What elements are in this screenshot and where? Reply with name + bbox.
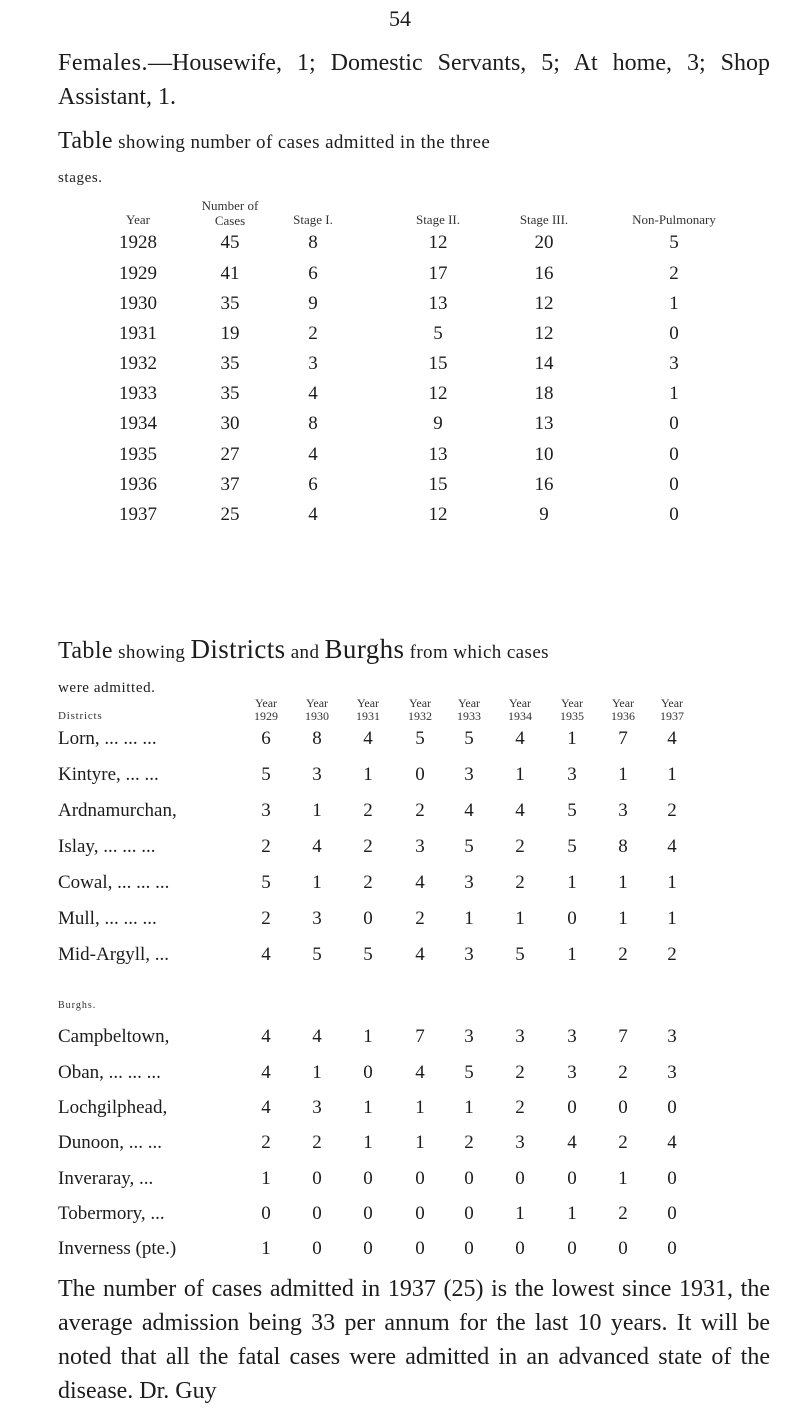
t2-year-header-label: Year <box>254 696 278 710</box>
t2-burgh-value-cell: 1 <box>261 1168 271 1189</box>
t2-burgh-value-cell: 3 <box>567 1026 577 1047</box>
t1-value-cell: 0 <box>669 504 679 525</box>
t2-burgh-value-cell: 0 <box>363 1062 373 1083</box>
t2-burgh-value-cell: 4 <box>261 1097 271 1118</box>
t2-burgh-value-cell: 2 <box>618 1203 628 1224</box>
t1-value-cell: 6 <box>308 474 318 495</box>
t1-header-stage2: Stage II. <box>415 212 461 227</box>
t2-district-value-cell: 3 <box>464 764 474 785</box>
table2-caption-mid: showing <box>112 642 191 663</box>
t2-district-value-cell: 3 <box>261 800 271 821</box>
t2-district-value-cell: 5 <box>567 800 577 821</box>
t2-year-header-year: 1936 <box>611 709 635 723</box>
t2-district-value-cell: 4 <box>261 944 271 965</box>
t2-burgh-value-cell: 3 <box>515 1026 525 1047</box>
t2-year-header-year: 1931 <box>356 709 380 723</box>
t2-year-header <box>498 697 542 723</box>
t2-district-value-cell: 1 <box>618 764 628 785</box>
t1-value-cell: 4 <box>308 444 318 465</box>
t2-district-value-cell: 3 <box>312 764 322 785</box>
t2-district-value-cell: 5 <box>261 872 271 893</box>
t2-district-value-cell: 1 <box>567 944 577 965</box>
t2-burgh-name: Dunoon, ... ... <box>58 1132 162 1153</box>
t1-header-nonpulmonary: Non-Pulmonary <box>632 212 716 227</box>
table2-caption-rest: from which cases <box>404 642 549 663</box>
table2-caption-word: Table <box>58 638 113 664</box>
t1-value-cell: 9 <box>433 413 443 434</box>
t2-year-header-year: 1930 <box>305 709 329 723</box>
t2-year-header <box>601 697 645 723</box>
burghs-subheading: Burghs. <box>58 1000 97 1011</box>
t1-value-cell: 9 <box>539 504 549 525</box>
t2-burgh-value-cell: 0 <box>464 1168 474 1189</box>
t2-burgh-value-cell: 1 <box>415 1132 425 1153</box>
t2-year-header <box>244 697 288 723</box>
t1-value-cell: 2 <box>308 323 318 344</box>
t1-value-cell: 1 <box>669 383 679 404</box>
t2-burgh-value-cell: 1 <box>618 1168 628 1189</box>
t2-district-value-cell: 8 <box>618 836 628 857</box>
t2-district-value-cell: 1 <box>618 872 628 893</box>
t2-district-value-cell: 1 <box>667 908 677 929</box>
t2-district-value-cell: 4 <box>515 800 525 821</box>
t2-burgh-value-cell: 0 <box>667 1238 677 1259</box>
t1-value-cell: 30 <box>220 413 240 434</box>
t2-burgh-value-cell: 2 <box>464 1132 474 1153</box>
t2-burgh-value-cell: 0 <box>261 1203 271 1224</box>
t1-value-cell: 25 <box>220 504 240 525</box>
t2-district-value-cell: 4 <box>363 728 373 749</box>
t2-burgh-value-cell: 0 <box>363 1238 373 1259</box>
t1-value-cell: 9 <box>308 293 318 314</box>
t1-year-cell: 1933 <box>119 383 157 404</box>
t2-district-value-cell: 2 <box>415 800 425 821</box>
t2-district-value-cell: 2 <box>667 944 677 965</box>
t1-value-cell: 3 <box>669 353 679 374</box>
t2-district-value-cell: 0 <box>415 764 425 785</box>
t1-value-cell: 12 <box>534 323 554 344</box>
t1-value-cell: 4 <box>308 504 318 525</box>
t2-burgh-name: Oban, ... ... ... <box>58 1062 161 1083</box>
t1-value-cell: 13 <box>428 293 448 314</box>
t2-district-name: Islay, ... ... ... <box>58 836 156 857</box>
t2-burgh-value-cell: 0 <box>415 1168 425 1189</box>
females-lead: Females. <box>58 50 148 76</box>
t2-burgh-value-cell: 0 <box>363 1203 373 1224</box>
t2-district-value-cell: 1 <box>667 872 677 893</box>
t2-burgh-value-cell: 0 <box>667 1168 677 1189</box>
t1-value-cell: 20 <box>534 232 554 253</box>
t2-district-value-cell: 2 <box>363 872 373 893</box>
t2-year-header-label: Year <box>508 696 532 710</box>
closing-paragraph: The number of cases admitted in 1937 (25) is the lowest since 1931, the average admission being 33 per annum for the last 10 years. It will be noted that all the fatal cases were admitted in an advanced state of the disease. Dr. Guy <box>58 1276 770 1404</box>
t2-burgh-value-cell: 3 <box>312 1097 322 1118</box>
t2-district-value-cell: 5 <box>464 836 474 857</box>
t2-burgh-value-cell: 0 <box>515 1238 525 1259</box>
t2-burgh-value-cell: 2 <box>515 1097 525 1118</box>
t2-district-value-cell: 1 <box>567 728 577 749</box>
t1-value-cell: 0 <box>669 323 679 344</box>
t1-value-cell: 12 <box>428 232 448 253</box>
table1-caption-word: Table <box>58 128 113 154</box>
t2-district-name: Ardnamurchan, <box>58 800 177 821</box>
t1-value-cell: 4 <box>308 383 318 404</box>
t1-value-cell: 13 <box>534 413 554 434</box>
t1-value-cell: 13 <box>428 444 448 465</box>
t2-burgh-name: Campbeltown, <box>58 1026 170 1047</box>
t1-value-cell: 12 <box>428 383 448 404</box>
t2-burgh-value-cell: 0 <box>567 1097 577 1118</box>
t1-value-cell: 16 <box>534 474 554 495</box>
t2-burgh-value-cell: 1 <box>415 1097 425 1118</box>
t2-district-value-cell: 4 <box>415 944 425 965</box>
table1-caption <box>58 124 770 195</box>
t2-burgh-value-cell: 0 <box>415 1238 425 1259</box>
t2-year-header <box>346 697 390 723</box>
intro-paragraph <box>58 46 770 114</box>
t2-burgh-value-cell: 2 <box>312 1132 322 1153</box>
t1-year-cell: 1937 <box>119 504 157 525</box>
t2-burgh-value-cell: 1 <box>312 1062 322 1083</box>
t1-value-cell: 35 <box>220 383 240 404</box>
t1-value-cell: 5 <box>433 323 443 344</box>
t2-burgh-value-cell: 4 <box>567 1132 577 1153</box>
t2-district-value-cell: 4 <box>415 872 425 893</box>
t2-burgh-value-cell: 3 <box>515 1132 525 1153</box>
t2-burgh-value-cell: 2 <box>261 1132 271 1153</box>
t2-burgh-value-cell: 2 <box>618 1132 628 1153</box>
t2-district-value-cell: 4 <box>667 728 677 749</box>
t2-burgh-value-cell: 4 <box>667 1132 677 1153</box>
t2-district-name: Cowal, ... ... ... <box>58 872 170 893</box>
t2-district-value-cell: 3 <box>567 764 577 785</box>
t2-burgh-value-cell: 1 <box>261 1238 271 1259</box>
t1-value-cell: 12 <box>534 293 554 314</box>
t2-burgh-value-cell: 0 <box>618 1238 628 1259</box>
t1-value-cell: 0 <box>669 444 679 465</box>
t1-year-cell: 1932 <box>119 353 157 374</box>
t2-district-value-cell: 3 <box>618 800 628 821</box>
t2-burgh-value-cell: 1 <box>363 1097 373 1118</box>
t1-value-cell: 27 <box>220 444 240 465</box>
t2-year-header <box>447 697 491 723</box>
t2-district-value-cell: 4 <box>464 800 474 821</box>
t2-burgh-value-cell: 3 <box>667 1026 677 1047</box>
t2-burgh-value-cell: 0 <box>363 1168 373 1189</box>
t2-burgh-value-cell: 0 <box>618 1097 628 1118</box>
t2-district-value-cell: 5 <box>363 944 373 965</box>
t2-burgh-name: Inveraray, ... <box>58 1168 154 1189</box>
t2-header-districts: Districts <box>58 710 103 722</box>
t2-burgh-value-cell: 1 <box>363 1132 373 1153</box>
t2-burgh-value-cell: 0 <box>515 1168 525 1189</box>
t1-value-cell: 16 <box>534 263 554 284</box>
t2-district-name: Mid-Argyll, ... <box>58 944 170 965</box>
t2-district-name: Kintyre, ... ... <box>58 764 159 785</box>
t2-year-header <box>398 697 442 723</box>
t2-district-value-cell: 2 <box>363 836 373 857</box>
t2-district-value-cell: 5 <box>515 944 525 965</box>
t2-burgh-value-cell: 2 <box>515 1062 525 1083</box>
t2-district-name: Lorn, ... ... ... <box>58 728 157 749</box>
t2-burgh-value-cell: 1 <box>464 1097 474 1118</box>
t2-district-value-cell: 1 <box>464 908 474 929</box>
t1-value-cell: 17 <box>428 263 448 284</box>
t2-burgh-value-cell: 2 <box>618 1062 628 1083</box>
t1-value-cell: 35 <box>220 293 240 314</box>
t2-district-value-cell: 5 <box>567 836 577 857</box>
t2-burgh-value-cell: 0 <box>312 1203 322 1224</box>
intro-text: —Housewife, 1; Domestic Servants, 5; At home, 3; Shop Assistant, 1. <box>58 50 770 110</box>
t2-year-header-label: Year <box>660 696 684 710</box>
t2-year-header <box>295 697 339 723</box>
t2-district-value-cell: 2 <box>363 800 373 821</box>
t1-header-cases: Number of Cases <box>201 198 259 228</box>
t1-value-cell: 15 <box>428 353 448 374</box>
t1-value-cell: 3 <box>308 353 318 374</box>
t1-year-cell: 1929 <box>119 263 157 284</box>
t2-burgh-value-cell: 4 <box>261 1026 271 1047</box>
t2-burgh-value-cell: 3 <box>667 1062 677 1083</box>
t1-value-cell: 35 <box>220 353 240 374</box>
t1-value-cell: 45 <box>220 232 240 253</box>
t2-district-value-cell: 1 <box>312 872 322 893</box>
t2-district-value-cell: 3 <box>312 908 322 929</box>
t2-district-value-cell: 8 <box>312 728 322 749</box>
t2-district-value-cell: 4 <box>312 836 322 857</box>
t2-burgh-value-cell: 0 <box>567 1168 577 1189</box>
t2-burgh-value-cell: 0 <box>464 1238 474 1259</box>
t2-burgh-name: Inverness (pte.) <box>58 1238 177 1259</box>
t2-year-header-label: Year <box>611 696 635 710</box>
t2-burgh-value-cell: 4 <box>415 1062 425 1083</box>
t2-district-value-cell: 2 <box>515 872 525 893</box>
t2-year-header-year: 1937 <box>660 709 684 723</box>
t1-value-cell: 37 <box>220 474 240 495</box>
t2-district-value-cell: 0 <box>567 908 577 929</box>
t2-district-value-cell: 2 <box>618 944 628 965</box>
t2-district-value-cell: 2 <box>415 908 425 929</box>
t1-value-cell: 14 <box>534 353 554 374</box>
t1-value-cell: 8 <box>308 232 318 253</box>
t1-value-cell: 12 <box>428 504 448 525</box>
t2-district-value-cell: 2 <box>515 836 525 857</box>
t2-district-value-cell: 1 <box>312 800 322 821</box>
t2-burgh-value-cell: 0 <box>415 1203 425 1224</box>
t2-burgh-value-cell: 3 <box>464 1026 474 1047</box>
t1-value-cell: 6 <box>308 263 318 284</box>
t2-district-value-cell: 4 <box>515 728 525 749</box>
t2-district-value-cell: 5 <box>415 728 425 749</box>
t1-value-cell: 0 <box>669 413 679 434</box>
t1-year-cell: 1931 <box>119 323 157 344</box>
t1-value-cell: 1 <box>669 293 679 314</box>
t2-burgh-value-cell: 7 <box>618 1026 628 1047</box>
table2-caption <box>58 632 770 705</box>
t2-district-value-cell: 1 <box>363 764 373 785</box>
t2-burgh-value-cell: 1 <box>567 1203 577 1224</box>
t1-value-cell: 18 <box>534 383 554 404</box>
t2-district-value-cell: 3 <box>464 872 474 893</box>
t2-district-value-cell: 7 <box>618 728 628 749</box>
t2-year-header-year: 1932 <box>408 709 432 723</box>
t2-burgh-value-cell: 0 <box>667 1203 677 1224</box>
t2-district-value-cell: 2 <box>667 800 677 821</box>
t2-district-value-cell: 1 <box>515 908 525 929</box>
t2-year-header-label: Year <box>560 696 584 710</box>
t2-district-value-cell: 1 <box>515 764 525 785</box>
t2-burgh-value-cell: 0 <box>567 1238 577 1259</box>
t2-burgh-value-cell: 1 <box>363 1026 373 1047</box>
t2-year-header-year: 1933 <box>457 709 481 723</box>
t2-year-header-year: 1929 <box>254 709 278 723</box>
t1-value-cell: 5 <box>669 232 679 253</box>
table2-caption-and: and <box>285 642 325 663</box>
t2-burgh-value-cell: 4 <box>312 1026 322 1047</box>
t1-year-cell: 1936 <box>119 474 157 495</box>
t1-value-cell: 8 <box>308 413 318 434</box>
t2-year-header-label: Year <box>356 696 380 710</box>
t2-year-header-year: 1934 <box>508 709 532 723</box>
t2-burgh-value-cell: 1 <box>515 1203 525 1224</box>
t2-district-value-cell: 0 <box>363 908 373 929</box>
t2-district-value-cell: 3 <box>464 944 474 965</box>
t1-year-cell: 1935 <box>119 444 157 465</box>
t2-burgh-name: Lochgilphead, <box>58 1097 168 1118</box>
t2-year-header-label: Year <box>408 696 432 710</box>
t1-value-cell: 19 <box>220 323 240 344</box>
t2-burgh-value-cell: 4 <box>261 1062 271 1083</box>
t2-district-value-cell: 2 <box>261 836 271 857</box>
t2-burgh-value-cell: 0 <box>667 1097 677 1118</box>
t1-value-cell: 15 <box>428 474 448 495</box>
t2-district-value-cell: 1 <box>618 908 628 929</box>
t1-header-year: Year <box>126 212 150 227</box>
table2-caption-line2: were admitted. <box>58 680 156 696</box>
t1-header-stage1: Stage I. <box>293 212 333 227</box>
table2-caption-districts: Districts <box>190 634 286 664</box>
t2-district-value-cell: 1 <box>567 872 577 893</box>
t1-value-cell: 2 <box>669 263 679 284</box>
t2-year-header-label: Year <box>305 696 329 710</box>
t2-year-header-year: 1935 <box>560 709 584 723</box>
t2-burgh-value-cell: 0 <box>312 1238 322 1259</box>
t1-year-cell: 1930 <box>119 293 157 314</box>
t2-district-value-cell: 6 <box>261 728 271 749</box>
t1-year-cell: 1928 <box>119 232 157 253</box>
t2-district-value-cell: 5 <box>312 944 322 965</box>
t2-year-header <box>650 697 694 723</box>
t1-header-stage3: Stage III. <box>519 212 569 227</box>
t1-value-cell: 0 <box>669 474 679 495</box>
t2-burgh-value-cell: 7 <box>415 1026 425 1047</box>
t2-burgh-value-cell: 5 <box>464 1062 474 1083</box>
t2-year-header-label: Year <box>457 696 481 710</box>
t2-district-name: Mull, ... ... ... <box>58 908 157 929</box>
t2-district-value-cell: 5 <box>261 764 271 785</box>
table1-caption-line2: stages. <box>58 170 103 186</box>
t1-year-cell: 1934 <box>119 413 157 434</box>
t2-district-value-cell: 3 <box>415 836 425 857</box>
table2-caption-burghs: Burghs <box>324 634 405 664</box>
t2-district-value-cell: 4 <box>667 836 677 857</box>
t2-burgh-value-cell: 0 <box>312 1168 322 1189</box>
t1-value-cell: 10 <box>534 444 554 465</box>
table1-caption-rest: showing number of cases admitted in the three <box>112 132 491 153</box>
t2-district-value-cell: 1 <box>667 764 677 785</box>
page-number: 54 <box>389 6 411 31</box>
t2-district-value-cell: 2 <box>261 908 271 929</box>
t2-year-header <box>550 697 594 723</box>
t2-burgh-name: Tobermory, ... <box>58 1203 165 1224</box>
t1-value-cell: 41 <box>220 263 240 284</box>
t2-district-value-cell: 5 <box>464 728 474 749</box>
t2-burgh-value-cell: 3 <box>567 1062 577 1083</box>
t2-burgh-value-cell: 0 <box>464 1203 474 1224</box>
